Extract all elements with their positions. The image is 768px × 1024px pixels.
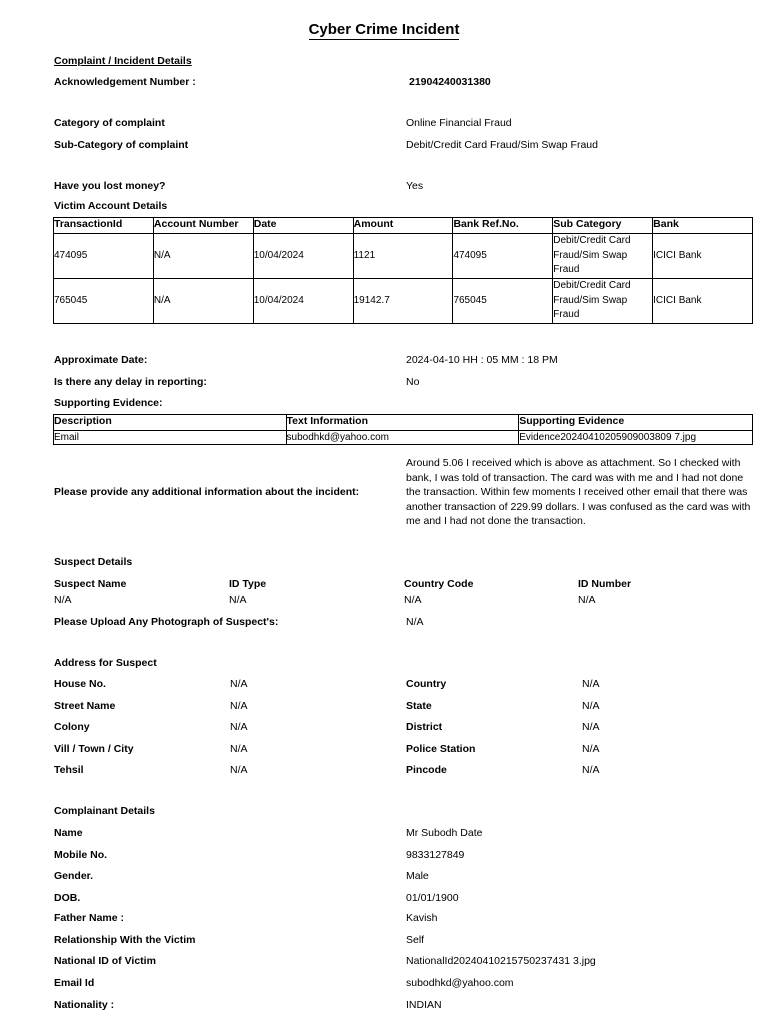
- address-value: N/A: [582, 700, 600, 712]
- subcategory-label: Sub-Category of complaint: [54, 139, 189, 151]
- col-header: Supporting Evidence: [519, 415, 753, 431]
- ack-label: Acknowledgement Number :: [54, 76, 196, 88]
- suspect-col-idtype: ID Type: [229, 578, 267, 590]
- lost-money-label: Have you lost money?: [54, 180, 166, 192]
- suspect-country-value: N/A: [404, 594, 422, 606]
- approx-date-value: 2024-04-10 HH : 05 MM : 18 PM: [406, 354, 558, 366]
- col-header: Account Number: [153, 218, 253, 234]
- table-cell: 474095: [54, 234, 154, 279]
- address-label: Street Name: [54, 700, 116, 712]
- suspect-col-name: Suspect Name: [54, 578, 127, 590]
- lost-money-value: Yes: [406, 180, 424, 192]
- page-title: Cyber Crime Incident: [308, 21, 460, 38]
- table-cell: Debit/Credit Card Fraud/Sim Swap Fraud: [553, 234, 653, 279]
- col-header: Sub Category: [553, 218, 653, 234]
- complainant-label: Email Id: [54, 977, 95, 989]
- subcategory-value: Debit/Credit Card Fraud/Sim Swap Fraud: [406, 139, 598, 151]
- complainant-value: Male: [406, 870, 429, 882]
- col-header: TransactionId: [54, 218, 154, 234]
- suspect-photo-value: N/A: [406, 616, 424, 628]
- table-cell: 765045: [453, 279, 553, 324]
- complainant-label: Father Name :: [54, 912, 125, 924]
- table-cell: 10/04/2024: [253, 234, 353, 279]
- address-label: State: [406, 700, 432, 712]
- address-value: N/A: [230, 764, 248, 776]
- complainant-heading: Complainant Details: [54, 805, 155, 817]
- ack-value: 21904240031380: [409, 76, 491, 88]
- table-cell: subodhkd@yahoo.com: [286, 431, 519, 445]
- victim-accounts-heading: Victim Account Details: [54, 200, 168, 212]
- table-cell: 474095: [453, 234, 553, 279]
- address-value: N/A: [582, 764, 600, 776]
- address-label: Pincode: [406, 764, 447, 776]
- address-label: Police Station: [406, 743, 476, 755]
- complainant-value: INDIAN: [406, 999, 442, 1011]
- victim-table-header: [54, 218, 753, 234]
- table-cell: Email: [54, 431, 287, 445]
- table-cell: N/A: [153, 234, 253, 279]
- delay-label: Is there any delay in reporting:: [54, 376, 207, 388]
- col-header: Bank Ref.No.: [453, 218, 553, 234]
- evidence-table: [53, 414, 753, 445]
- suspect-photo-label: Please Upload Any Photograph of Suspect's:: [54, 616, 279, 628]
- address-label: House No.: [54, 678, 106, 690]
- col-header: Date: [253, 218, 353, 234]
- address-value: N/A: [582, 721, 600, 733]
- complainant-label: Name: [54, 827, 83, 839]
- col-header: Amount: [353, 218, 453, 234]
- complainant-value: Self: [406, 934, 425, 946]
- address-value: N/A: [230, 700, 248, 712]
- table-cell: Debit/Credit Card Fraud/Sim Swap Fraud: [553, 279, 653, 324]
- address-value: N/A: [582, 743, 600, 755]
- complainant-label: Relationship With the Victim: [54, 934, 196, 946]
- complainant-value: NationalId20240410215750237431 3.jpg: [406, 955, 596, 967]
- complainant-label: National ID of Victim: [54, 955, 156, 967]
- delay-value: No: [406, 376, 420, 388]
- suspect-name-value: N/A: [54, 594, 72, 606]
- suspect-idtype-value: N/A: [229, 594, 247, 606]
- suspect-col-country: Country Code: [404, 578, 474, 590]
- table-row: [54, 431, 753, 445]
- address-value: N/A: [230, 743, 248, 755]
- address-value: N/A: [230, 678, 248, 690]
- complainant-label: Mobile No.: [54, 849, 108, 861]
- approx-date-label: Approximate Date:: [54, 354, 148, 366]
- table-cell: 10/04/2024: [253, 279, 353, 324]
- address-label: District: [406, 721, 443, 733]
- suspect-idnumber-value: N/A: [578, 594, 596, 606]
- table-cell: Evidence20240410205909003809 7.jpg: [519, 431, 753, 445]
- address-label: Colony: [54, 721, 90, 733]
- additional-info-text: Around 5.06 I received which is above as attachment. So I checked with bank, I was told of transaction. The card was with me and I had not done the transaction. Within few moments I received other email that there was another transaction of 229.99 dollars. I was confused as the card was with me and I had not done the transaction.: [406, 457, 751, 527]
- complainant-value: 9833127849: [406, 849, 465, 861]
- table-cell: 765045: [54, 279, 154, 324]
- col-header: Text Information: [286, 415, 519, 431]
- address-label: Tehsil: [54, 764, 84, 776]
- complainant-label: DOB.: [54, 892, 81, 904]
- address-label: Vill / Town / City: [54, 743, 134, 755]
- complainant-value: Kavish: [406, 912, 438, 924]
- category-label: Category of complaint: [54, 117, 165, 129]
- address-value: N/A: [230, 721, 248, 733]
- additional-info-label: Please provide any additional information about the incident:: [54, 486, 360, 498]
- victim-account-table: [53, 217, 753, 324]
- table-cell: ICICI Bank: [653, 279, 753, 324]
- complainant-label: Gender.: [54, 870, 94, 882]
- table-cell: 1121: [353, 234, 453, 279]
- evidence-heading: Supporting Evidence:: [54, 397, 163, 409]
- table-cell: 19142.7: [353, 279, 453, 324]
- col-header: Bank: [653, 218, 753, 234]
- evidence-table-header: [54, 415, 753, 431]
- complainant-value: Mr Subodh Date: [406, 827, 483, 839]
- table-row: [54, 234, 753, 279]
- complainant-label: Nationality :: [54, 999, 115, 1011]
- suspect-col-idnumber: ID Number: [578, 578, 632, 590]
- col-header: Description: [54, 415, 287, 431]
- complainant-value: 01/01/1900: [406, 892, 459, 904]
- table-cell: ICICI Bank: [653, 234, 753, 279]
- complaint-section-heading: Complaint / Incident Details: [54, 55, 192, 67]
- table-cell: N/A: [153, 279, 253, 324]
- address-heading: Address for Suspect: [54, 657, 157, 669]
- category-value: Online Financial Fraud: [406, 117, 512, 129]
- complainant-value: subodhkd@yahoo.com: [406, 977, 514, 989]
- address-label: Country: [406, 678, 447, 690]
- address-value: N/A: [582, 678, 600, 690]
- table-row: [54, 279, 753, 324]
- suspect-heading: Suspect Details: [54, 556, 133, 568]
